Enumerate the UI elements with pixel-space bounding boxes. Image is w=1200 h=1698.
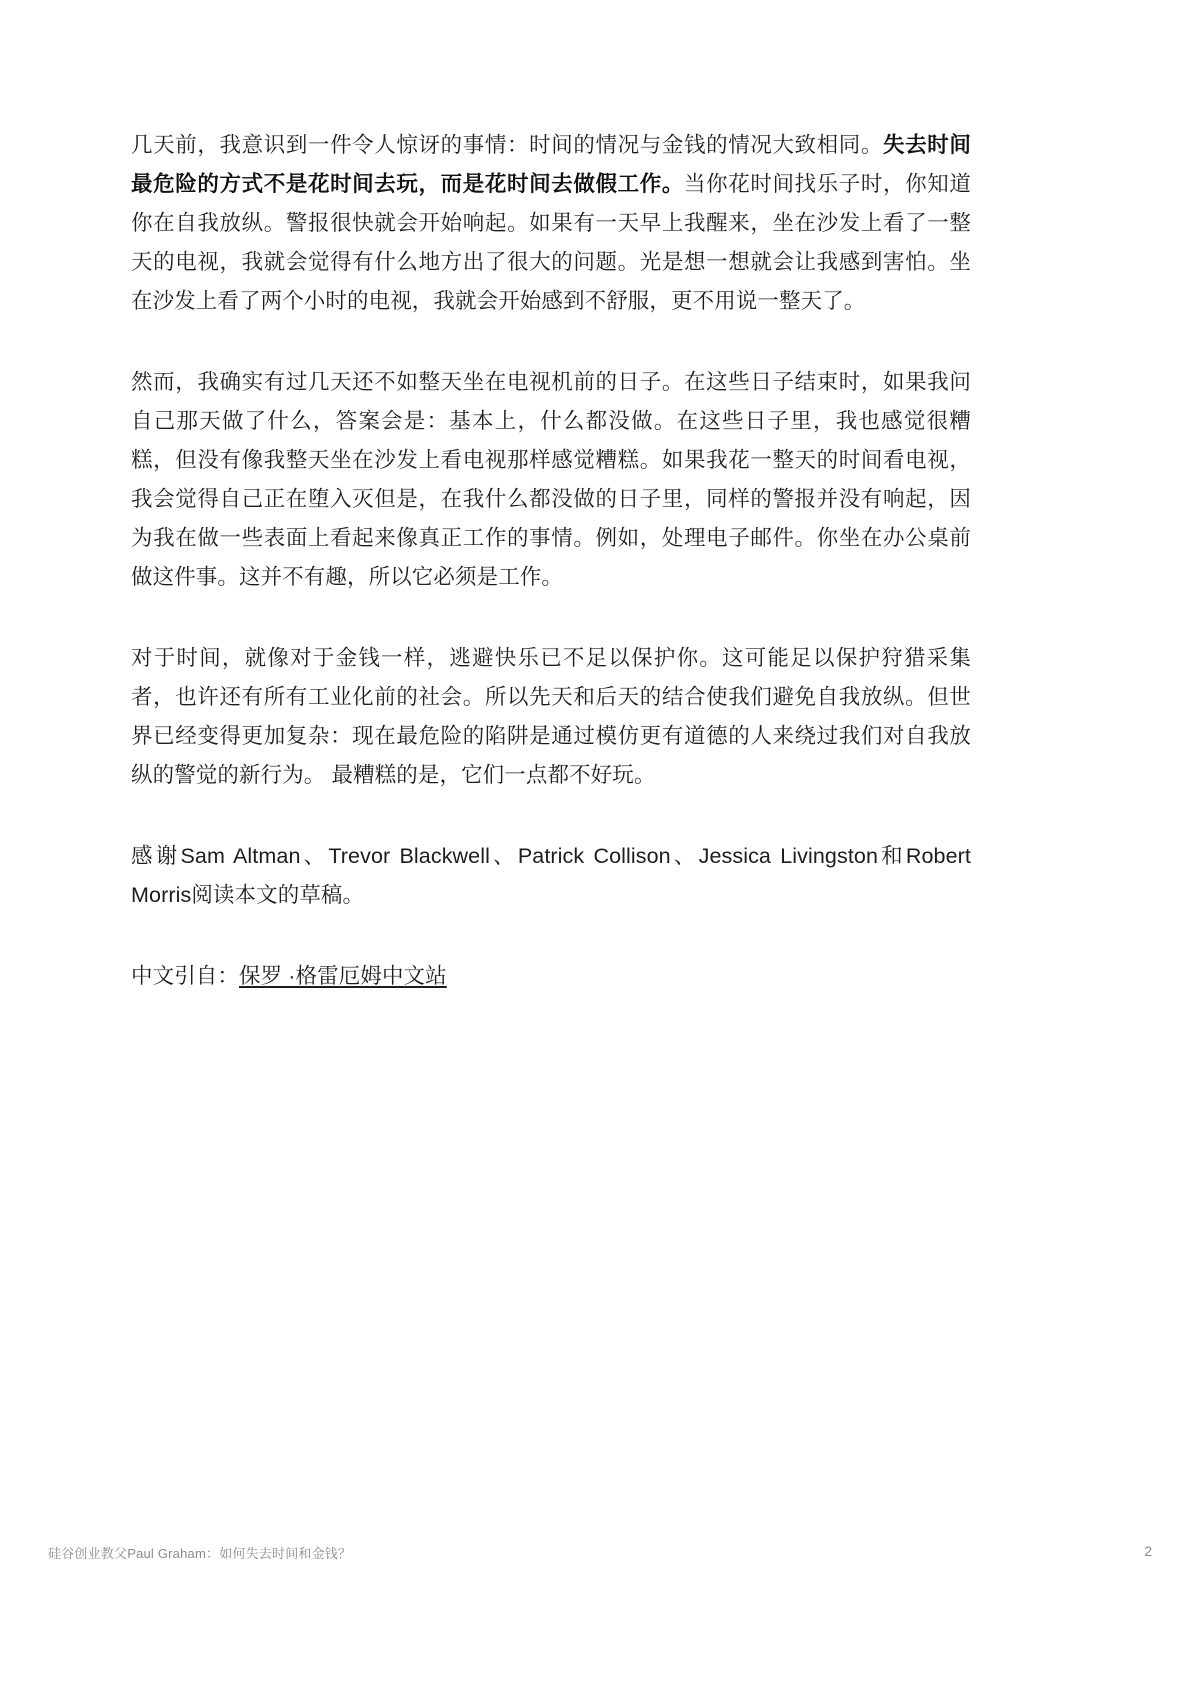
- body-text: 然而，我确实有过几天还不如整天坐在电视机前的日子。在这些日子结束时，如果我问自己那天做了什么，答案会是：基本上，什么都没做。在这些日子里，我也感觉很糟糕，但没有像我整天坐在沙发上看电视那样感觉糟糕。如果我花一整天的时间看电视，我会觉得自己正在堕入灭但是，在我什么都没做的日子里，同样的警报并没有响起，因为我在做一些表面上看起来像真正工作的事情。例如，处理电子邮件。你坐在办公桌前做这件事。这并不有趣，所以它必须是工作。: [131, 370, 971, 589]
- body-text: 对于时间，就像对于金钱一样，逃避快乐已不足以保护你。这可能足以保护狩猎采集者，也许还有所有工业化前的社会。所以先天和后天的结合使我们避免自我放纵。但世界已经变得更加复杂：现在最危险的陷阱是通过模仿更有道德的人来绕过我们对自我放纵的警觉的新行为。 最糟糕的是，它们一点都不好玩。: [131, 646, 971, 787]
- document-body: [131, 126, 971, 996]
- body-text: 当你花时间找乐子时，你知道你在自我放纵。警报很快就会开始响起。如果有一天早上我醒来，坐在沙发上看了一整天的电视，我就会觉得有什么地方出了很大的问题。光是想一想就会让我感到害怕。坐在沙发上看了两个小时的电视，我就会开始感到不舒服，更不用说一整天了。: [131, 172, 971, 313]
- footer-document-title: 硅谷创业教父Paul Graham：如何失去时间和金钱？: [48, 1546, 352, 1561]
- paragraph-3: [131, 639, 971, 795]
- paragraph-2: [131, 363, 971, 597]
- footer-page-number: 2: [1144, 1543, 1152, 1559]
- source-prefix: 中文引自：: [131, 964, 240, 988]
- acknowledgement-paragraph: 感谢Sam Altman、Trevor Blackwell、Patrick Collison、Jessica Livingston和Robert Morris阅读本文的草稿。: [131, 844, 971, 907]
- body-text: 几天前，我意识到一件令人惊讶的事情：时间的情况与金钱的情况大致相同。: [131, 133, 884, 157]
- source-attribution: [131, 957, 971, 996]
- paragraph-1: [131, 126, 971, 321]
- source-link[interactable]: 保罗 ·格雷厄姆中文站: [239, 964, 447, 988]
- emphasis-text: 失去时间最危险的方式不是花时间去玩，而是花时间去做假工作。: [131, 133, 972, 196]
- page-footer: [0, 1543, 1200, 1583]
